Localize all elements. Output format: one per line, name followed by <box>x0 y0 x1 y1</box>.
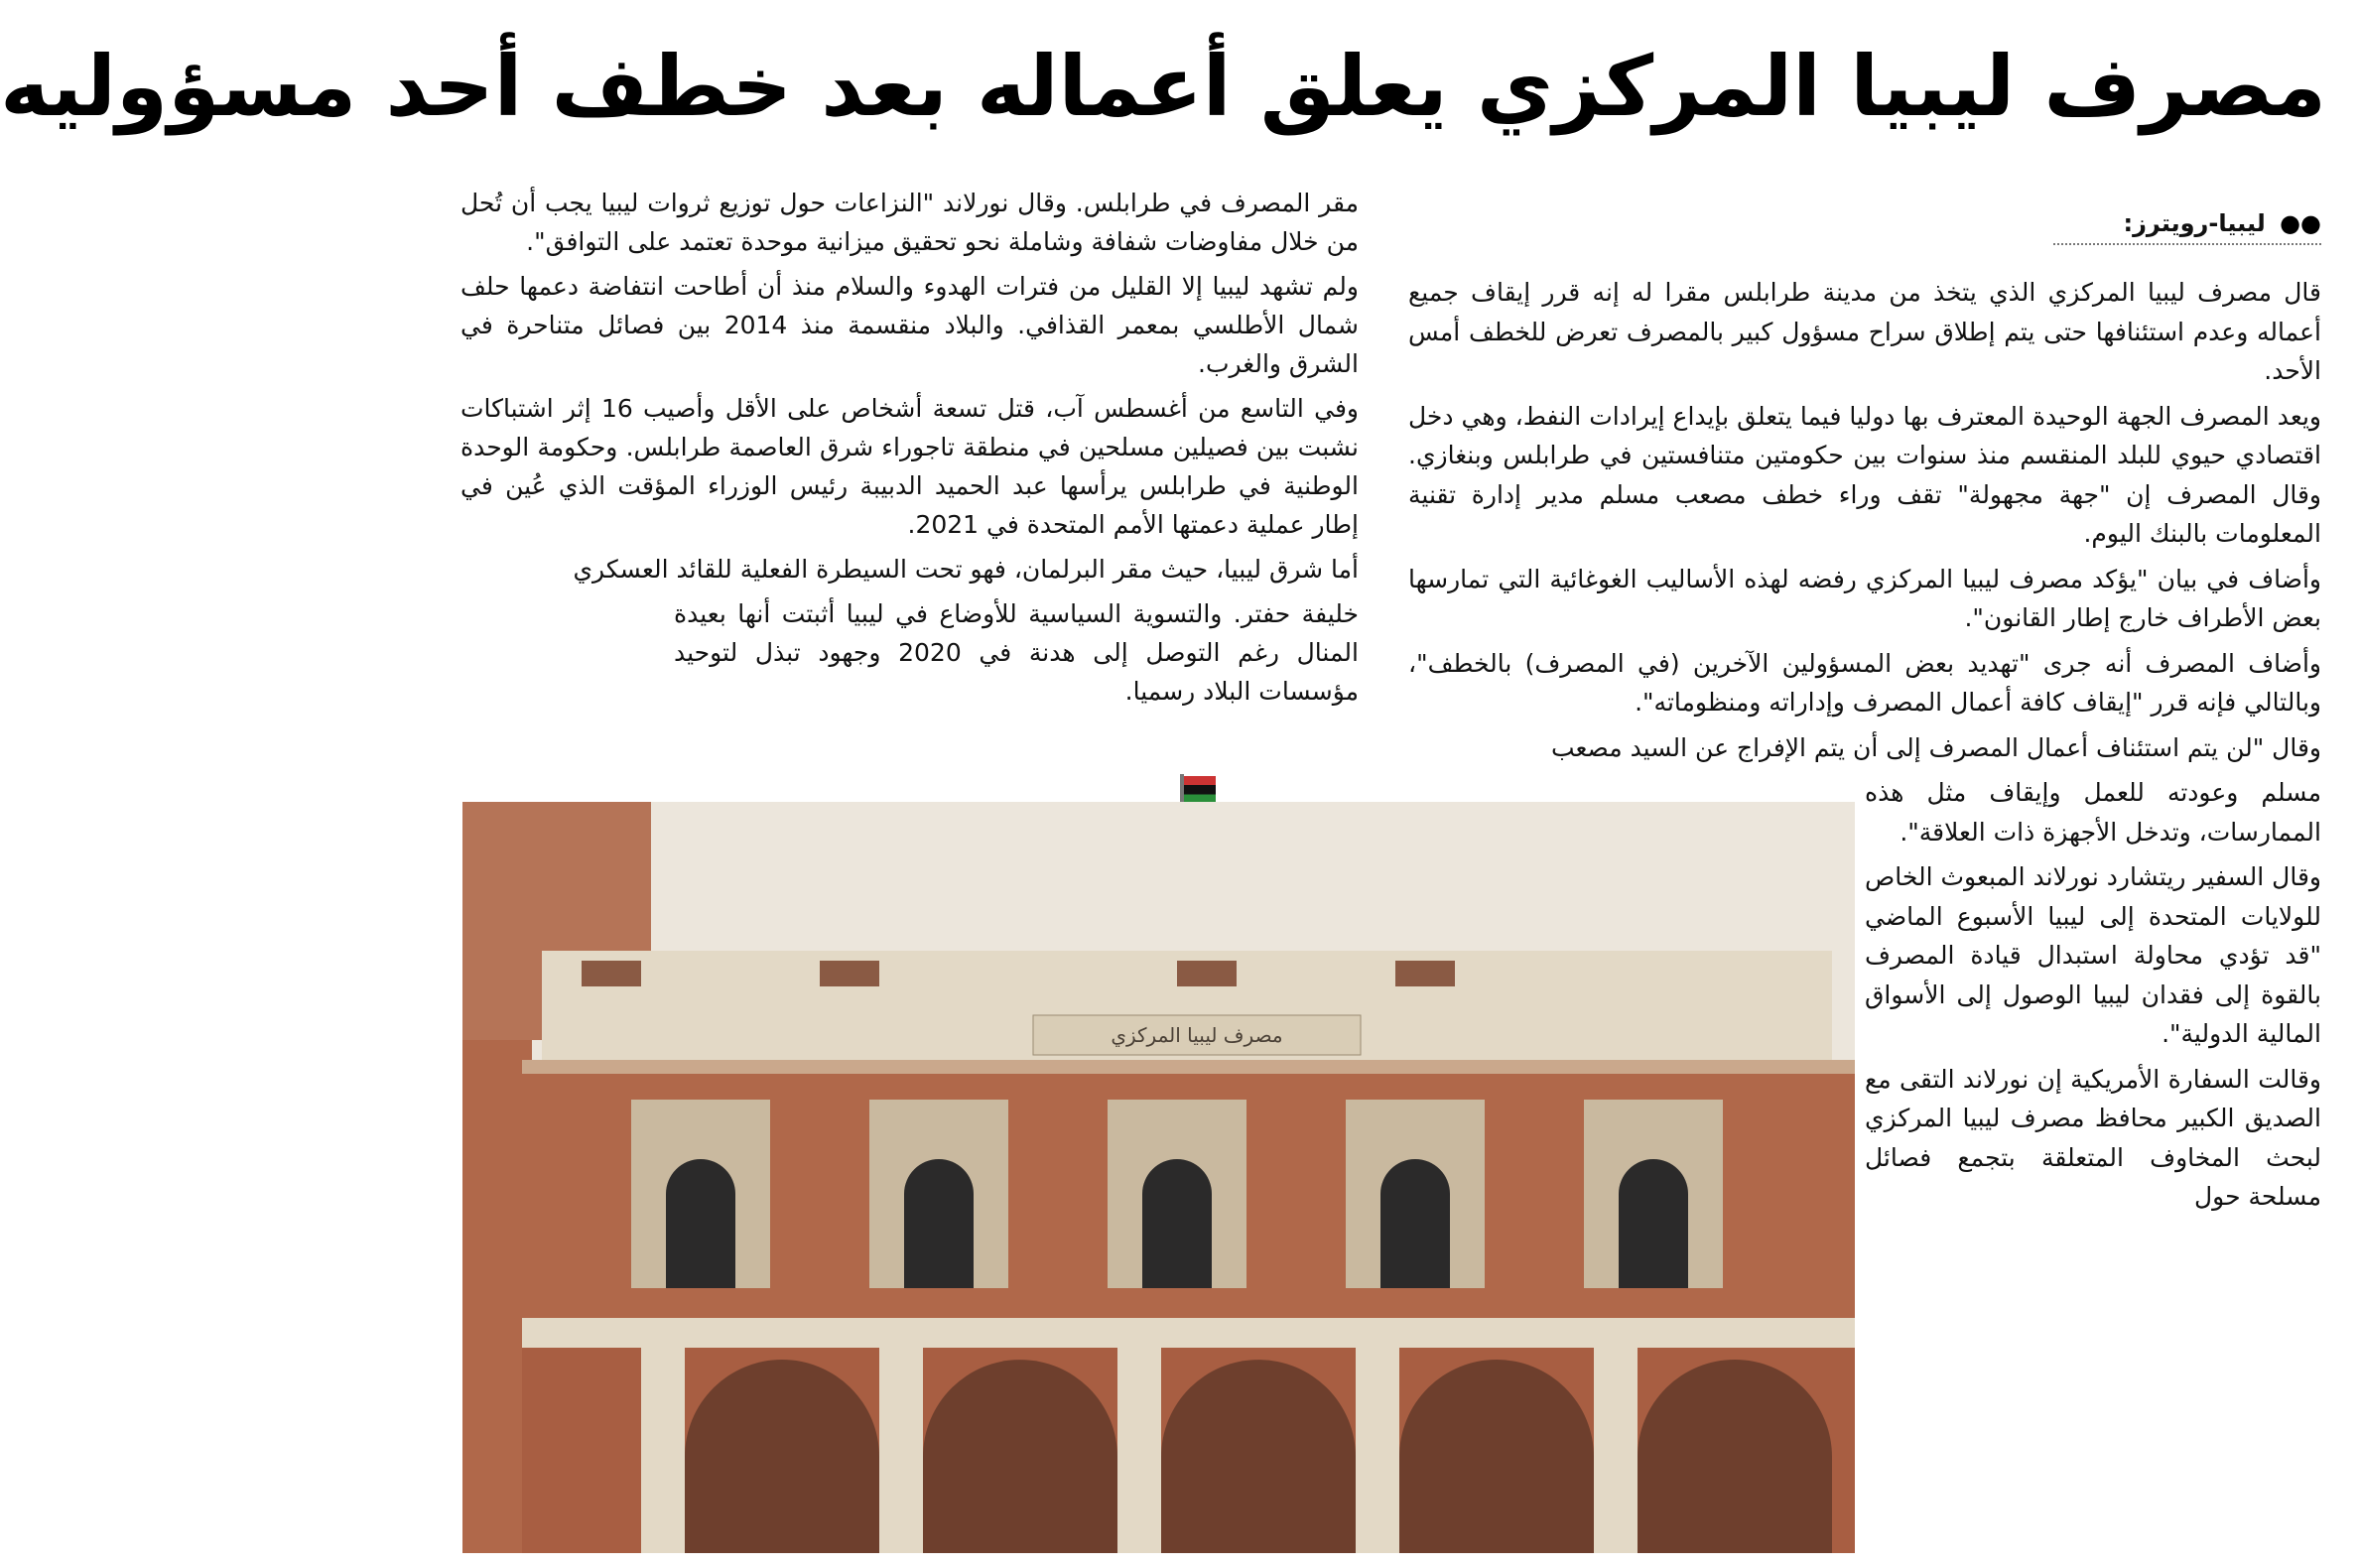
paragraph: وأضاف في بيان "يؤكد مصرف ليبيا المركزي رفضه لهذه الأساليب الغوغائية التي تمارسها بعض الأطراف خارج إطار القانون". <box>1408 564 2321 632</box>
paragraph: وقال السفير ريتشارد نورلاند المبعوث الخاص للولايات المتحدة إلى ليبيا الأسبوع الماضي "قد تؤدي محاولة استبدال قيادة المصرف بالقوة إلى فقدان ليبيا الوصول إلى الأسواق المالية الدولية". <box>1865 862 2321 1048</box>
paragraph: قال مصرف ليبيا المركزي الذي يتخذ من مدينة طرابلس مقرا له إنه قرر إيقاف جميع أعماله وعدم استئنافها حتى يتم إطلاق سراح مسؤول كبير بالمصرف تعرض للخطف أمس الأحد. <box>1408 278 2321 385</box>
paragraph: وفي التاسع من أغسطس آب، قتل تسعة أشخاص على الأقل وأصيب 16 إثر اشتباكات نشبت بين فصيلين مسلحين في منطقة تاجوراء شرق العاصمة طرابلس. وحكومة الوحدة الوطنية في طرابلس يرأسها عبد الحميد الدبيبة رئيس الوزراء المؤقت الذي عُين في إطار عملية دعمتها الأمم المتحدة في 2021. <box>460 394 1359 539</box>
paragraph: وقال "لن يتم استئناف أعمال المصرف إلى أن يتم الإفراج عن السيد مصعب <box>1550 732 2321 762</box>
article-headline: مصرف ليبيا المركزي يعلق أعماله بعد خطف أحد مسؤوليه <box>0 38 2326 135</box>
paragraph: مسلم وعودته للعمل وإيقاف مثل هذه الممارسات، وتدخل الأجهزة ذات العلاقة". <box>1865 778 2321 847</box>
dateline-text: ليبيا-رويترز: <box>2123 209 2266 237</box>
paragraph: وأضاف المصرف أنه جرى "تهديد بعض المسؤولين الآخرين (في المصرف) بالخطف"، وبالتالي فإنه قرر "إيقاف كافة أعمال المصرف وإداراته ومنظوماته". <box>1408 648 2321 717</box>
paragraph: ولم تشهد ليبيا إلا القليل من فترات الهدوء والسلام منذ أن أطاحت انتفاضة دعمها حلف شمال الأطلسي بمعمر القذافي. والبلاد منقسمة منذ 2014 بين فصائل متناحرة في الشرق والغرب. <box>460 272 1359 378</box>
paragraph: وقالت السفارة الأمريكية إن نورلاند التقى مع الصديق الكبير محافظ مصرف ليبيا المركزي لبحث المخاوف المتعلقة بتجمع فصائل مسلحة حول <box>1865 1064 2321 1211</box>
bullet-icon: ●● <box>2280 209 2321 237</box>
narrow-text-block <box>1865 773 2321 1217</box>
article-left-column <box>460 184 1359 744</box>
building-sign: مصرف ليبيا المركزي <box>1111 1023 1283 1047</box>
central-bank-building-photo <box>462 802 1855 1553</box>
dateline <box>2053 203 2321 245</box>
paragraph: أما شرق ليبيا، حيث مقر البرلمان، فهو تحت السيطرة الفعلية للقائد العسكري <box>573 555 1359 584</box>
libya-flag-icon <box>1184 776 1216 804</box>
building-illustration <box>462 802 1855 1553</box>
paragraph: مقر المصرف في طرابلس. وقال نورلاند "النزاعات حول توزيع ثروات ليبيا يجب أن تُحل من خلال مفاوضات شفافة وشاملة نحو تحقيق ميزانية موحدة تعتمد على التوافق". <box>460 189 1359 256</box>
paragraph: خليفة حفتر. والتسوية السياسية للأوضاع في ليبيا أثبتت أنها بعيدة المنال رغم التوصل إلى هدنة في 2020 وجهود تبذل لتوحيد مؤسسات البلاد رسميا. <box>674 599 1359 706</box>
paragraph: ويعد المصرف الجهة الوحيدة المعترف بها دوليا فيما يتعلق بإيداع إيرادات النفط، وهي دخل اقتصادي حيوي للبلد المنقسم منذ سنوات بين حكومتين متنافستين في طرابلس وبنغازي. وقال المصرف إن "جهة مجهولة" تقف وراء خطف مصعب مسلم مدير إدارة تقنية المعلومات بالبنك اليوم. <box>1408 401 2321 548</box>
